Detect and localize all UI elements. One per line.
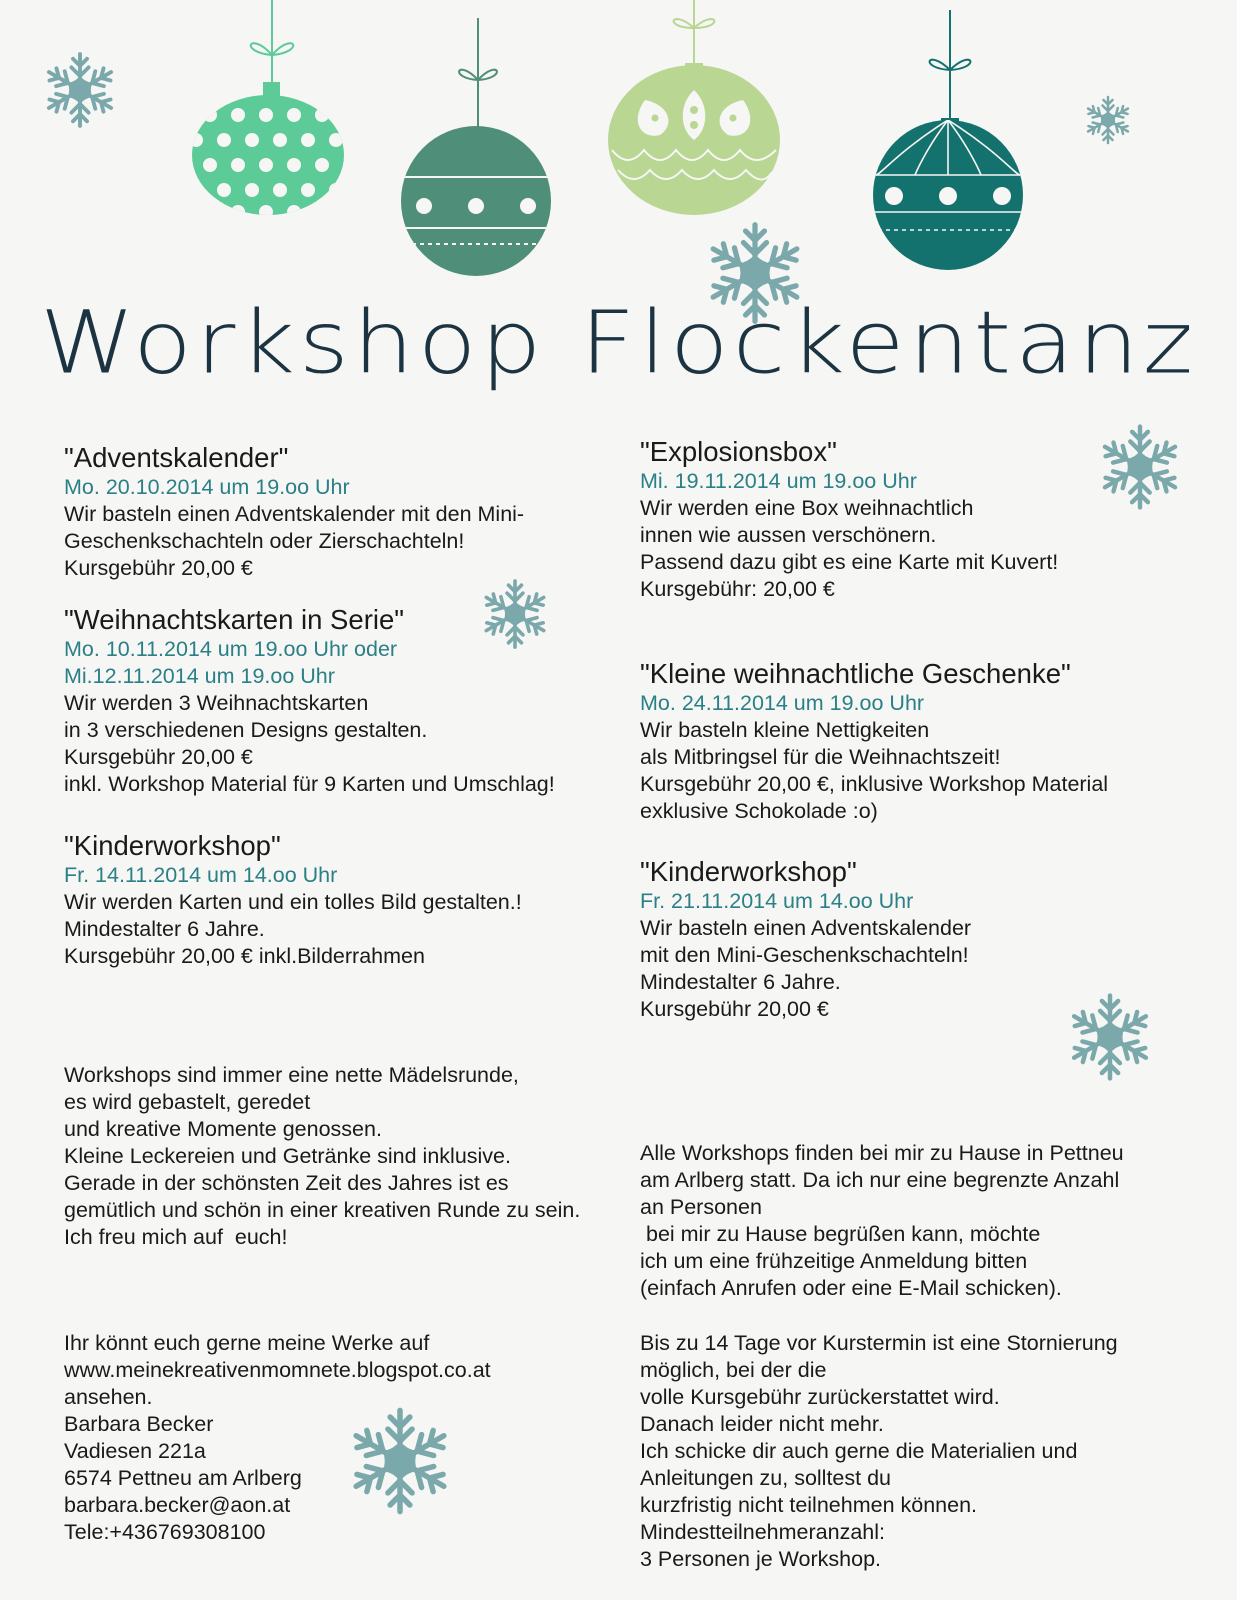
snowflake-icon — [1069, 996, 1151, 1079]
workshop-title: "Kinderworkshop" — [64, 830, 281, 861]
workshop-text: Wir basteln einen Adventskalender — [640, 916, 972, 940]
workshop-right-2 — [640, 658, 1108, 825]
workshop-title: "Explosionsbox" — [640, 436, 837, 467]
workshop-title: "Kinderworkshop" — [640, 856, 857, 887]
workshop-title: "Weihnachtskarten in Serie" — [64, 604, 405, 635]
workshop-right-3 — [640, 856, 971, 1023]
workshop-title: "Kleine weihnachtliche Geschenke" — [640, 658, 1071, 689]
workshop-text: Wir werden Karten und ein tolles Bild gestalten.! — [64, 890, 522, 914]
workshop-text: Wir basteln kleine Nettigkeiten — [640, 718, 930, 742]
workshop-text: exklusive Schokolade :o) — [640, 799, 878, 823]
workshop-left-3 — [64, 830, 522, 970]
workshop-fee: Kursgebühr 20,00 € inkl.Bilderrahmen — [64, 944, 425, 968]
registration-paragraph: Alle Workshops finden bei mir zu Hause in Pettneu am Arlberg statt. Da ich nur eine begrenzte Anzahl an Personen bei mir zu Hause begrüßen kann, möchte ich um eine frühzeitige Anmeldung bitten (einfach Anrufen oder eine E-Mail schicken). — [640, 1141, 1124, 1300]
ornament-mint-icon — [189, 0, 344, 219]
workshop-text: Mindestalter 6 Jahre. — [64, 917, 265, 941]
info-paragraph: Workshops sind immer eine nette Mädelsrunde, es wird gebastelt, geredet und kreative Momente genossen. Kleine Leckereien und Getränke sind inklusive. Gerade in der schönsten Zeit des Jahres ist es gemütlich und schön in einer kreativen Runde zu sein. Ich freu mich auf euch! — [64, 1063, 581, 1249]
ornament-sage-icon — [396, 18, 556, 276]
workshop-fee: Kursgebühr: 20,00 € — [640, 577, 835, 601]
workshop-text: innen wie aussen verschönern. — [640, 523, 937, 547]
workshop-fee: Kursgebühr 20,00 € — [64, 556, 253, 580]
workshop-date: Mo. 24.11.2014 um 19.oo Uhr — [640, 691, 925, 715]
workshop-right-1 — [640, 436, 1058, 603]
workshop-text: Wir basteln einen Adventskalender mit den Mini- — [64, 502, 525, 526]
workshop-date: Mi. 19.11.2014 um 19.oo Uhr — [640, 469, 917, 493]
workshop-text: Wir werden 3 Weihnachtskarten — [64, 691, 369, 715]
workshop-text: Geschenkschachteln oder Zierschachteln! — [64, 529, 465, 553]
workshop-left-2 — [64, 604, 555, 798]
workshop-text: inkl. Workshop Material für 9 Karten und Umschlag! — [64, 772, 555, 796]
cancellation-paragraph: Bis zu 14 Tage vor Kurstermin ist eine Stornierung möglich, bei der die volle Kursgebühr zurückerstattet wird. Danach leider nicht mehr. Ich schicke dir auch gerne die Materialien und Anleitungen zu, solltest du kurzfristig nicht teilnehmen können. Mindestteilnehmeranzahl: 3 Personen je Workshop. — [640, 1331, 1118, 1571]
workshop-fee: Kursgebühr 20,00 €, inklusive Workshop Material — [640, 772, 1109, 796]
snowflake-icon — [1085, 97, 1130, 143]
ornament-lime-icon — [608, 0, 780, 215]
contact-block: Ihr könnt euch gerne meine Werke auf www.meinekreativenmomnete.blogspot.co.at ansehen. Barbara Becker Vadiesen 221a 6574 Pettneu am Arlberg barbara.becker@aon.at Tele:+436769308100 — [64, 1331, 491, 1544]
workshop-date: Fr. 14.11.2014 um 14.oo Uhr — [64, 863, 338, 887]
workshop-left-1 — [64, 442, 524, 582]
workshop-text: in 3 verschiedenen Designs gestalten. — [64, 718, 428, 742]
workshop-text: als Mitbringsel für die Weihnachtszeit! — [640, 745, 1001, 769]
ornament-teal-icon — [870, 10, 1026, 270]
workshop-date: Fr. 21.11.2014 um 14.oo Uhr — [640, 889, 914, 913]
workshop-date: Mo. 10.11.2014 um 19.oo Uhr oder — [64, 637, 398, 661]
workshop-text: mit den Mini-Geschenkschachteln! — [640, 943, 969, 967]
workshop-date: Mo. 20.10.2014 um 19.oo Uhr — [64, 475, 350, 499]
workshop-text: Passend dazu gibt es eine Karte mit Kuvert! — [640, 550, 1059, 574]
workshop-text: Wir werden eine Box weihnachtlich — [640, 496, 974, 520]
workshop-text: Mindestalter 6 Jahre. — [640, 970, 841, 994]
workshop-fee: Kursgebühr 20,00 € — [640, 997, 829, 1021]
workshop-date: Mi.12.11.2014 um 19.oo Uhr — [64, 664, 335, 688]
snowflake-icon — [1100, 427, 1180, 508]
snowflake-icon — [45, 54, 116, 126]
page-title: Workshop Flockentanz — [39, 292, 1198, 394]
workshop-title: "Adventskalender" — [64, 442, 289, 473]
workshop-fee: Kursgebühr 20,00 € — [64, 745, 253, 769]
